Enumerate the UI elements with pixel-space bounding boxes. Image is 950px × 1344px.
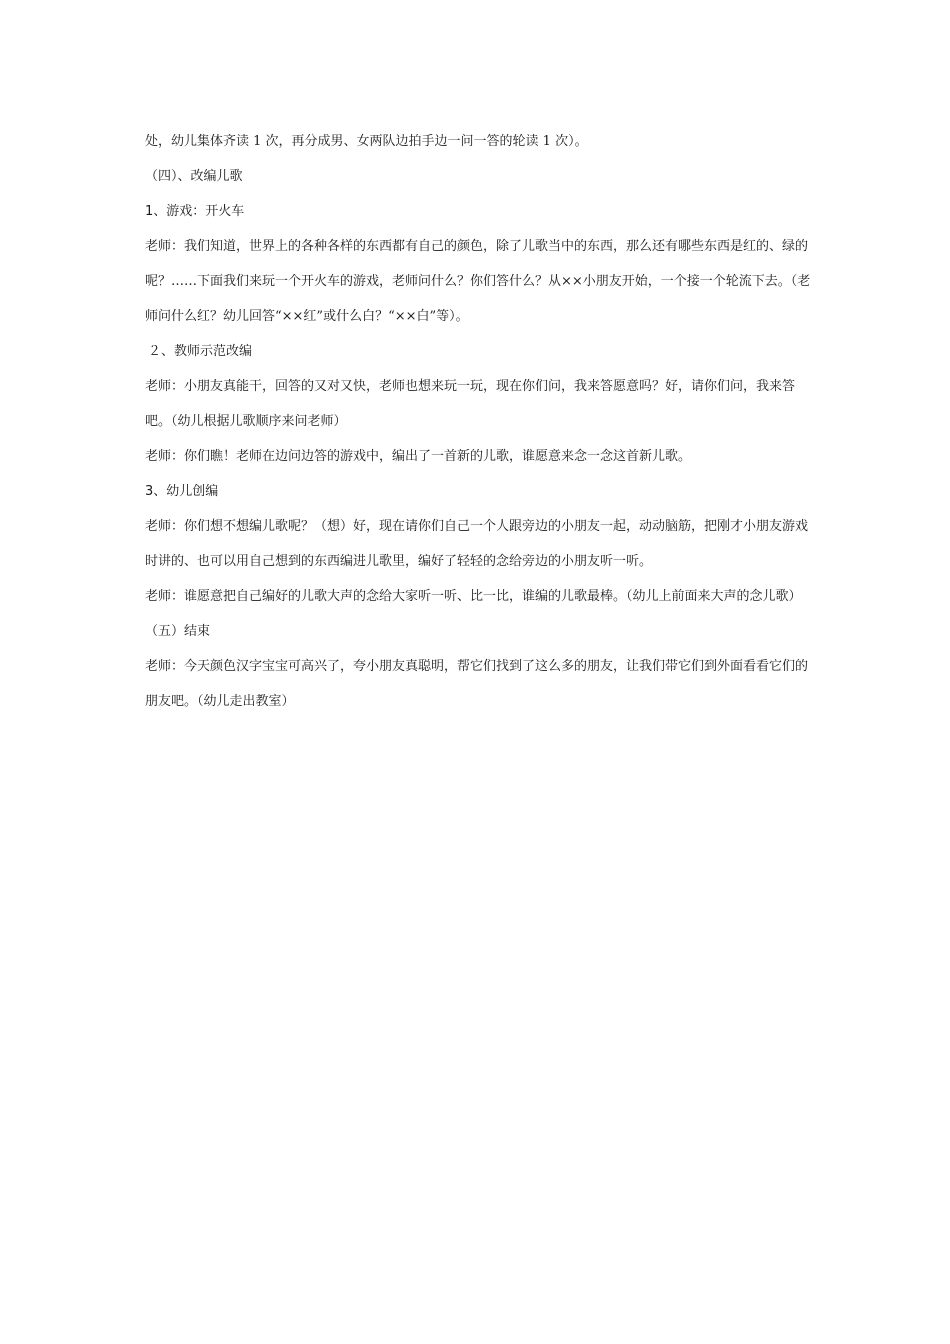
- subheading-teacher-demo: ２、教师示范改编: [148, 344, 253, 359]
- section-heading-ending: （五）结束: [145, 624, 211, 639]
- paragraph-teacher-train-game: 老师：我们知道，世界上的各种各样的东西都有自己的颜色，除了儿歌当中的东西，那么还有哪些东西是红的、绿的呢？……下面我们来玩一个开火车的游戏，老师问什么？你们答什么？从××小朋友开始，一个接一个轮流下去。（老师问什么红？幼儿回答“××红”或什么白？“××白”等）。: [145, 239, 811, 324]
- paragraph-teacher-recite: 老师：谁愿意把自己编好的儿歌大声的念给大家听一听、比一比，谁编的儿歌最棒。（幼儿上前面来大声的念儿歌）: [145, 589, 802, 604]
- subheading-train-game: 1、游戏：开火车: [145, 204, 245, 219]
- paragraph-teacher-ending: 老师：今天颜色汉字宝宝可高兴了，夸小朋友真聪明，帮它们找到了这么多的朋友，让我们带它们到外面看看它们的朋友吧。（幼儿走出教室）: [145, 659, 809, 709]
- paragraph-teacher-new-rhyme: 老师：你们瞧！老师在边问边答的游戏中，编出了一首新的儿歌，谁愿意来念一念这首新儿歌。: [145, 449, 692, 464]
- paragraph-teacher-demo: 老师：小朋友真能干，回答的又对又快，老师也想来玩一玩，现在你们问，我来答愿意吗？好，请你们问，我来答吧。（幼儿根据儿歌顺序来问老师）: [145, 379, 796, 429]
- section-heading-adapt-rhyme: （四）、改编儿歌: [145, 169, 243, 184]
- document-body: [145, 124, 815, 719]
- paragraph-teacher-create: 老师：你们想不想编儿歌呢？（想）好，现在请你们自己一个人跟旁边的小朋友一起，动动脑筋，把刚才小朋友游戏时讲的、也可以用自己想到的东西编进儿歌里，编好了轻轻的念给旁边的小朋友听一听。: [145, 519, 809, 569]
- paragraph-reading-instructions: 处，幼儿集体齐读 1 次，再分成男、女两队边拍手边一问一答的轮读 1 次）。: [145, 134, 588, 149]
- subheading-children-create: 3、幼儿创编: [145, 484, 219, 499]
